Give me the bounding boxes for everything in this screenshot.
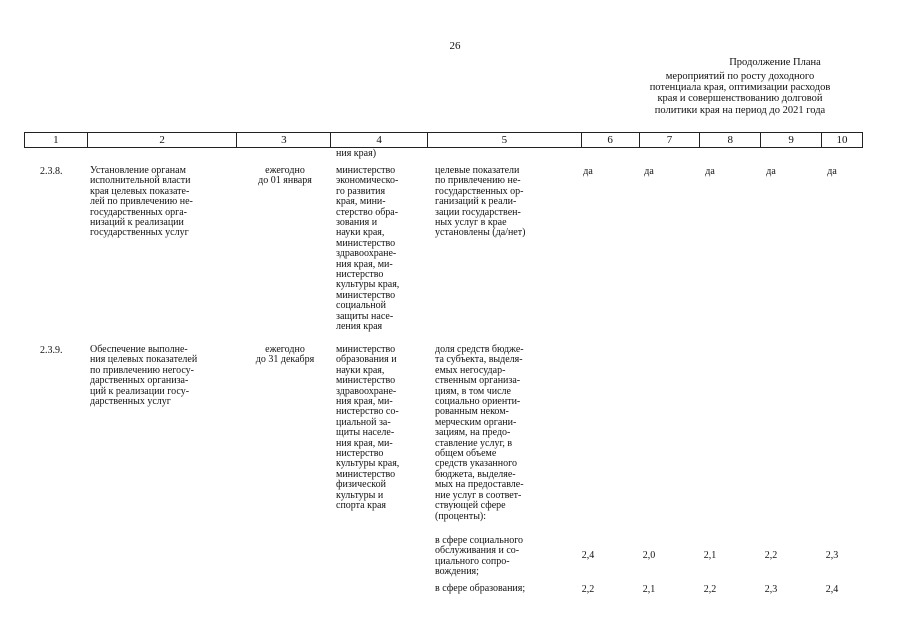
carryover-text: ния края) — [336, 148, 377, 159]
value-cell: да — [644, 166, 654, 177]
column-header: 6 — [582, 133, 640, 147]
continuation-label: Продолжение Плана — [729, 57, 821, 68]
value-cell: да — [827, 166, 837, 177]
value-cell: 2,3 — [764, 584, 778, 595]
column-header: 7 — [640, 133, 701, 147]
column-header: 9 — [761, 133, 822, 147]
value-cell: да — [583, 166, 593, 177]
indicator-text: целевые показатели по привлечению не- государственных ор- ганизаций к реали- зации государствен- ных услуг в крае установлены (да/нет) — [435, 165, 526, 239]
value-cell: 2,4 — [581, 550, 595, 561]
responsible-text: министерство экономическо- го развития края, мини- стерство обра- зования и науки края, министерство здравоохране- ния края, ми- нистерство культуры края, министерство социальной защиты насе- ления края — [336, 165, 400, 333]
value-cell: 2,2 — [764, 550, 778, 561]
column-header: 2 — [88, 133, 238, 147]
column-header: 10 — [836, 134, 848, 146]
column-header: 8 — [700, 133, 761, 147]
value-cell: 2,4 — [825, 584, 839, 595]
row-number: 2.3.9. — [40, 345, 63, 356]
measure-text: Обеспечение выполне- ния целевых показателей по привлечению негосу- дарственных организа- ций к реализации госу- дарственных услуг — [90, 344, 198, 408]
responsible-text: министерство образования и науки края, министерство здравоохране- ния края, ми- нистерство со- циальной за- щиты населе- ния края, ми- нистерство культуры края, министерство физической культуры и спорта края — [336, 344, 400, 512]
value-cell: 2,1 — [703, 550, 717, 561]
plan-title-line: потенциала края, оптимизации расходов — [649, 82, 831, 94]
subrow-label: в сфере социального обслуживания и со- циального сопро- вождения; — [435, 535, 524, 578]
value-cell: да — [705, 166, 715, 177]
value-cell: 2,0 — [642, 550, 656, 561]
deadline-text: ежегодно до 31 декабря — [255, 344, 315, 366]
plan-title — [610, 71, 870, 116]
indicator-text: доля средств бюдже- та субъекта, выделя- емых негосудар- ственным организа- циям, в том числе социально ориенти- рованным неком- мерческим органи- зациям, на предо- ставление услуг, в общем объеме средств указанного бюджета, выделяе- мых на предоставле- ние услуг в соответ- ствующей сфере (проценты): — [435, 344, 524, 522]
value-cell: 2,2 — [703, 584, 717, 595]
value-cell: да — [766, 166, 776, 177]
plan-title-line: края и совершенствованию долговой — [657, 93, 823, 105]
column-header: 1 — [25, 133, 88, 147]
measure-text: Установление органам исполнительной власти края целевых показате- лей по привлечению не- государственных орга- низаций к реализации государственных услуг — [90, 165, 193, 239]
plan-title-line: политики края на период до 2021 года — [654, 104, 826, 116]
column-header: 5 — [428, 133, 582, 147]
column-header: 3 — [237, 133, 331, 147]
row-number: 2.3.8. — [40, 166, 63, 177]
plan-title-line: мероприятий по росту доходного — [665, 71, 815, 82]
page-number: 26 — [449, 40, 461, 52]
value-cell: 2,1 — [642, 584, 656, 595]
subrow-label: в сфере образования; — [435, 583, 526, 594]
value-cell: 2,2 — [581, 584, 595, 595]
deadline-text: ежегодно до 01 января — [258, 165, 312, 187]
column-header: 4 — [331, 133, 428, 147]
column-header-row — [24, 132, 863, 148]
value-cell: 2,3 — [825, 550, 839, 561]
